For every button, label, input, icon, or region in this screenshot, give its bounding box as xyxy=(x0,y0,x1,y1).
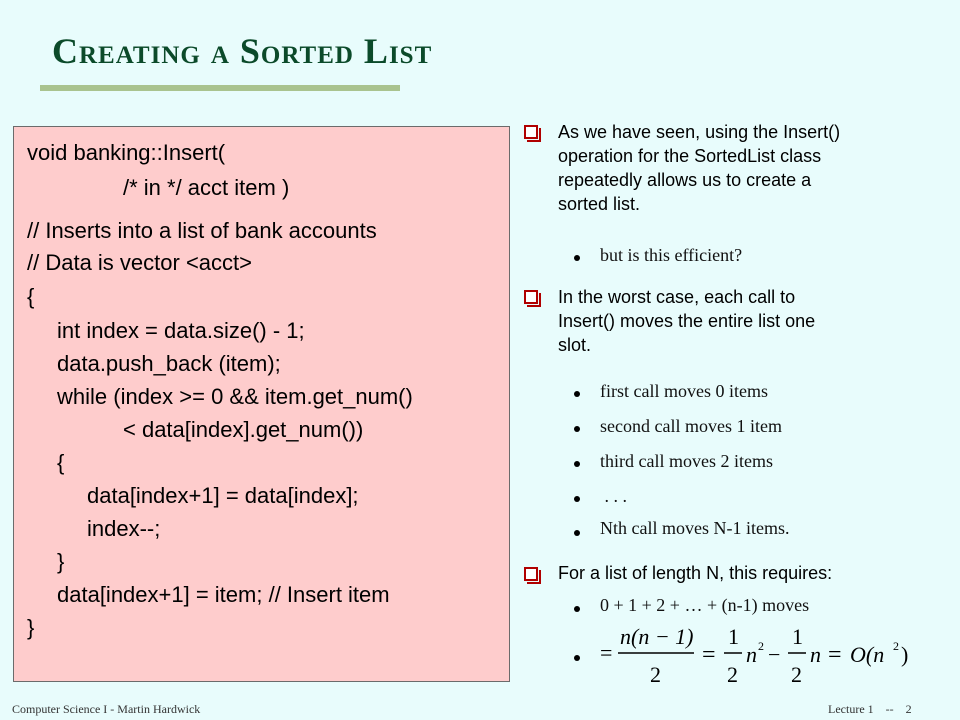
code-line: // Data is vector <acct> xyxy=(27,250,252,275)
bullet-text: sorted list. xyxy=(558,194,641,214)
formula-n: n xyxy=(810,642,821,667)
formula-big-o: O(n xyxy=(850,642,885,667)
sub-bullet-dot-icon xyxy=(574,606,580,612)
formula-prefix-equals: = xyxy=(600,640,613,665)
code-line: { xyxy=(27,284,35,309)
bullet-text: slot. xyxy=(558,335,592,355)
code-line: index--; xyxy=(87,516,161,541)
bullet-text: As we have seen, using the Insert() xyxy=(558,122,841,142)
bullet-box-icon xyxy=(524,567,538,581)
footer-left: Computer Science I - Martin Hardwick xyxy=(12,702,201,716)
formula-equals-2: = xyxy=(828,642,842,668)
code-line: data.push_back (item); xyxy=(57,351,281,376)
complexity-formula xyxy=(598,620,928,692)
code-line: while (index >= 0 && item.get_num() xyxy=(57,384,413,409)
formula-frac2-den: 2 xyxy=(727,662,738,687)
formula-frac1-den: 2 xyxy=(650,662,661,687)
formula-equals: = xyxy=(702,642,716,668)
code-line: /* in */ acct item ) xyxy=(123,175,290,200)
sub-bullet-dot-icon xyxy=(574,655,580,661)
bullet-box-icon xyxy=(524,125,538,139)
sub-bullet-dot-icon xyxy=(574,496,580,502)
code-line: < data[index].get_num()) xyxy=(123,417,364,442)
sub-bullet-dot-icon xyxy=(574,391,580,397)
code-line: } xyxy=(27,615,35,640)
sub-bullet-text: 0 + 1 + 2 + … + (n-1) moves xyxy=(600,595,810,615)
bullet-text: For a list of length N, this requires: xyxy=(558,563,833,583)
code-line: // Inserts into a list of bank accounts xyxy=(27,218,377,243)
bullet-text: repeatedly allows us to create a xyxy=(558,170,812,190)
code-line: void banking::Insert( xyxy=(27,140,226,165)
bullet-text: In the worst case, each call to xyxy=(558,287,796,307)
slide-title: Creating a Sorted List xyxy=(52,31,433,71)
formula-exponent: 2 xyxy=(758,639,764,653)
sub-bullet-text: first call moves 0 items xyxy=(600,381,768,401)
sub-bullet-text: second call moves 1 item xyxy=(600,416,782,436)
formula-big-o-exponent: 2 xyxy=(893,639,899,653)
code-block xyxy=(13,126,510,682)
sub-bullet-text: third call moves 2 items xyxy=(600,451,773,471)
code-line: { xyxy=(57,450,65,475)
formula-frac3-den: 2 xyxy=(791,662,802,687)
sub-bullet-dot-icon xyxy=(574,426,580,432)
formula-frac3-num: 1 xyxy=(792,624,803,649)
bullet-text: Insert() moves the entire list one xyxy=(558,311,816,331)
bullet-text: operation for the SortedList class xyxy=(558,146,822,166)
title-underline xyxy=(40,85,400,91)
sub-bullet-text: . . . xyxy=(600,486,627,506)
sub-bullet-text: Nth call moves N-1 items. xyxy=(600,518,790,538)
sub-bullet-dot-icon xyxy=(574,255,580,261)
code-line: data[index+1] = item; // Insert item xyxy=(57,582,390,607)
formula-frac2-num: 1 xyxy=(728,624,739,649)
code-line: data[index+1] = data[index]; xyxy=(87,483,359,508)
formula-n-squared: n xyxy=(746,642,757,667)
code-line: int index = data.size() - 1; xyxy=(57,318,305,343)
footer-right: Lecture 1 -- 2 xyxy=(828,702,912,716)
formula-minus: − xyxy=(768,642,781,667)
formula-close-paren: ) xyxy=(901,642,909,667)
formula-frac1-num: n(n − 1) xyxy=(620,624,694,649)
sub-bullet-dot-icon xyxy=(574,461,580,467)
bullet-box-icon xyxy=(524,290,538,304)
sub-bullet-text: but is this efficient? xyxy=(600,245,743,265)
sub-bullet-dot-icon xyxy=(574,530,580,536)
code-line: } xyxy=(57,549,65,574)
